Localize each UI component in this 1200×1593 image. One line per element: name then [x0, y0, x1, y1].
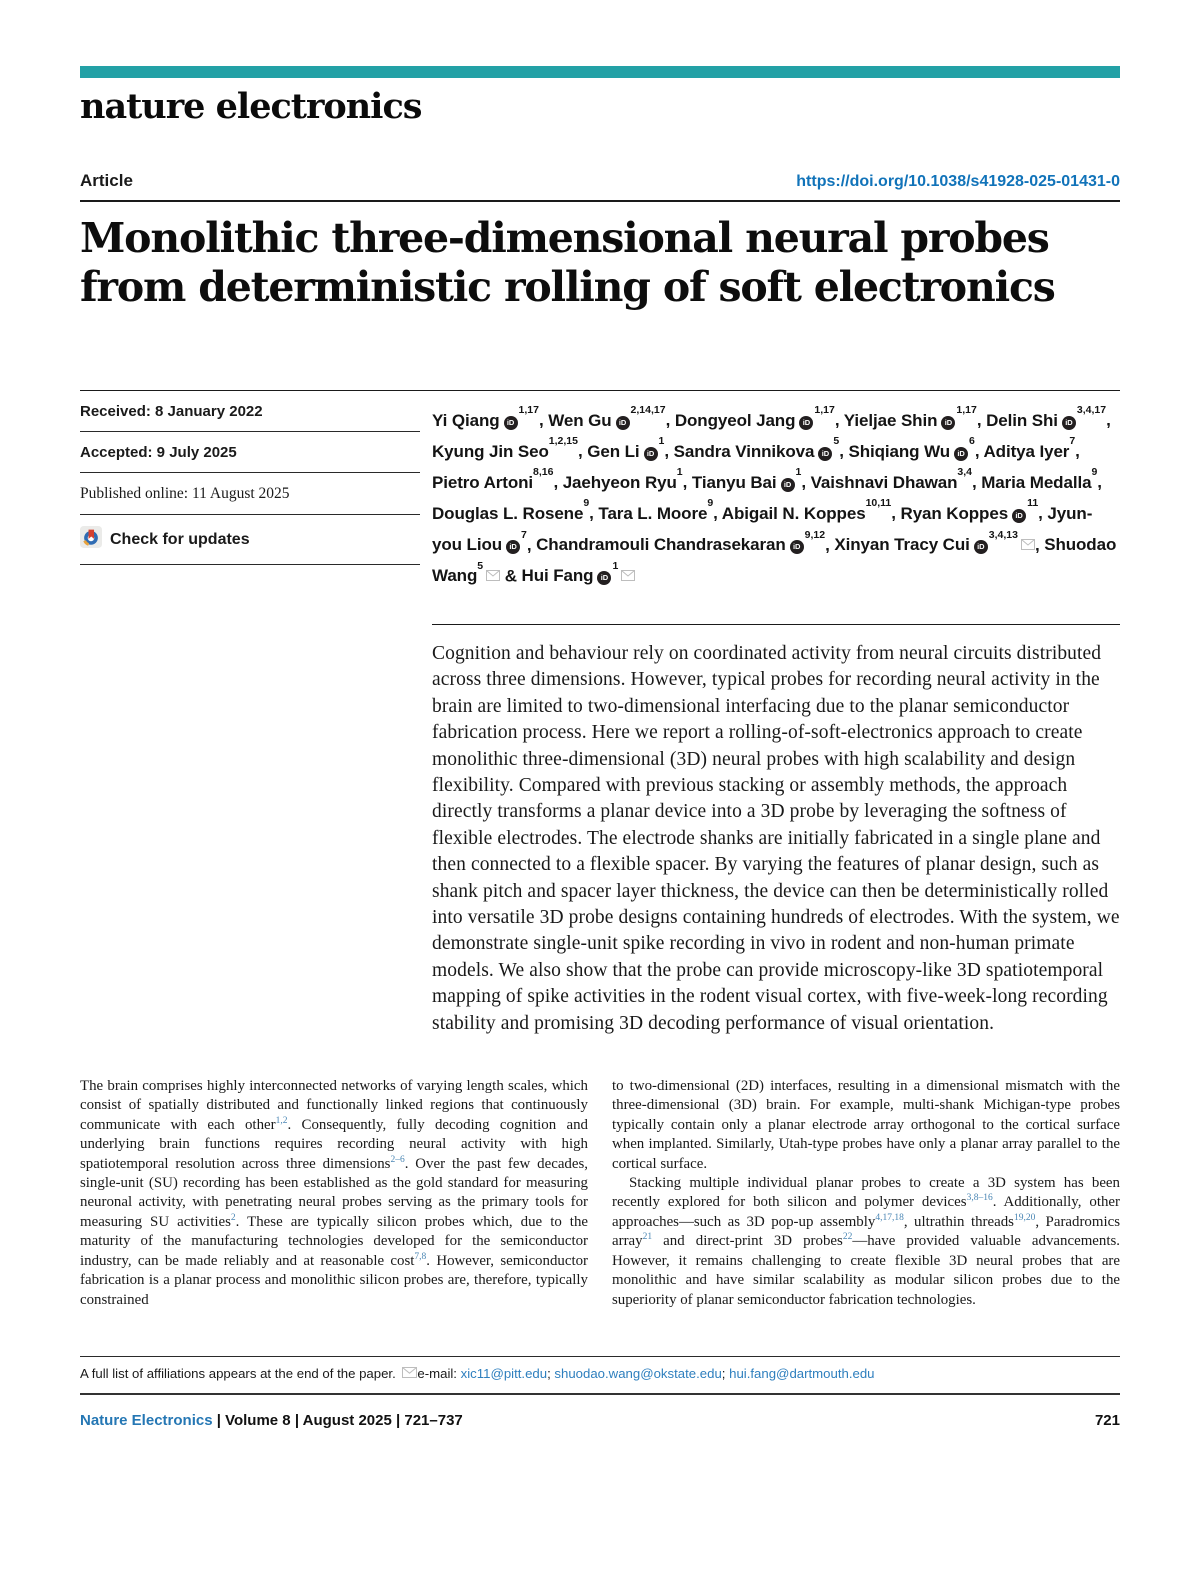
author-name: Xinyan Tracy Cui iD$^{3,4,13}$ [834, 535, 1035, 554]
reference-superscript[interactable]: 3,8–16 [966, 1193, 993, 1204]
affiliation-superscript: 3,4,17 [1076, 404, 1107, 416]
orcid-icon[interactable]: iD [506, 540, 520, 554]
orcid-icon[interactable]: iD [974, 540, 988, 554]
email-links: xic11@pitt.edu; shuodao.wang@okstate.edu; hui.fang@dartmouth.edu [460, 1365, 875, 1381]
author-name: Chandramouli Chandrasekaran iD$^{9,12}$ [536, 528, 826, 555]
reference-superscript[interactable]: 19,20 [1013, 1212, 1036, 1223]
reference-superscript[interactable]: 1,2 [275, 1115, 288, 1126]
author-name: Douglas L. Rosene$^9$ [432, 497, 590, 524]
author-name: Pietro Artoni$^{8,16}$ [432, 466, 554, 492]
page-title: Monolithic three-dimensional neural probes from deterministic rolling of soft electronics [80, 214, 1055, 311]
affiliation-superscript: 9 [1091, 466, 1098, 479]
meta-section [80, 391, 1120, 1037]
author-list: Yi Qiang iD$^{1,17}$, Wen Gu iD$^{2,14,17}$, Dongyeol Jang iD$^{1,17}$, Yieljae Shin iD$^{1,17}$, Delin Shi iD$^{3,4,17}$, Kyung Jin Seo$^{1,2,15}$, Gen Li $iD^1$, Sandra Vinnikova $iD^5$, Shiqiang Wu $iD^6$, Aditya Iyer$^7$, Pietro Artoni$^{8,16}$, Jaehyeon Ryu$^1$, Tianyu Bai $iD^1$, Vaishnavi Dhawan$^{3,4}$, Maria Medalla$^9$, Douglas L. Rosene$^9$, Tara L. Moore$^9$, Abigail N. Koppes$^{10,11}$, Ryan Koppes $iD^{11}$, Jyun-you Liou $iD^7$, Chandramouli Chandrasekaran iD$^{9,12}$, Xinyan Tracy Cui iD$^{3,4,13}$, Shuodao Wang$^5$ & Hui Fang $iD^1$ [432, 391, 1120, 590]
author-name: Dongyeol Jang iD$^{1,17}$ [674, 404, 835, 430]
affiliations-text: A full list of affiliations appears at the end of the paper. [80, 1365, 400, 1381]
author-name: Wen Gu iD$^{2,14,17}$ [548, 404, 666, 430]
received-date: Received: 8 January 2022 [80, 391, 420, 432]
affiliation-superscript: 1 [612, 559, 619, 572]
email-link[interactable]: xic11@pitt.edu [460, 1365, 548, 1381]
orcid-icon[interactable]: iD [616, 416, 630, 430]
author-name: Kyung Jin Seo$^{1,2,15}$ [432, 435, 578, 461]
email-link[interactable]: shuodao.wang@okstate.edu [554, 1365, 722, 1381]
envelope-icon [1021, 531, 1035, 559]
journal-wordmark: nature electronics [80, 86, 422, 127]
reference-superscript[interactable]: 22 [842, 1232, 853, 1243]
orcid-icon[interactable]: iD [954, 447, 968, 461]
author-name: Yi Qiang iD$^{1,17}$ [432, 404, 539, 430]
crossmark-icon [80, 526, 102, 553]
affiliation-superscript: 1,17 [956, 404, 977, 416]
reference-superscript[interactable]: 7,8 [414, 1251, 427, 1262]
orcid-icon[interactable]: iD [799, 416, 813, 430]
reference-superscript[interactable]: 2–6 [390, 1154, 405, 1165]
author-name: Ryan Koppes $iD^{11}$ [900, 497, 1039, 524]
author-name: Vaishnavi Dhawan$^{3,4}$ [810, 466, 972, 492]
divider [80, 200, 1120, 202]
journal-issue-info: | Volume 8 | August 2025 | 721–737 [212, 1411, 463, 1429]
email-label: e-mail: [417, 1365, 461, 1381]
author-name: Sandra Vinnikova $iD^5$ [673, 435, 840, 461]
author-name: Shiqiang Wu $iD^6$ [848, 435, 975, 461]
body-column-right [612, 1077, 1120, 1310]
article-header [80, 171, 1120, 191]
envelope-icon [402, 1366, 417, 1381]
envelope-icon [621, 562, 635, 590]
abstract-text: Cognition and behaviour rely on coordinated activity from neural circuits distributed across three dimensions. However, typical probes for recording neural activity in the brain are limited to two-dimensional interfacing due to the planar semiconductor fabrication process. Here we report a rolling-of-soft-electronics approach to create monolithic three-dimensional (3D) neural probes with high scalability and design flexibility. Compared with previous stacking or assembly methods, the approach directly transforms a planar device into a 3D probe by leveraging the softness of flexible electrodes. The electrode shanks are initially fabricated in a single plane and then connected to a flexible spacer. By varying the features of planar design, such as shank pitch and spacer layer thickness, the device can then be deterministically rolled into versatile 3D probe designs containing hundreds of electrodes. With the system, we demonstrate single-unit spike recording in vivo in rodent and non-human primate models. We also show that the probe can provide microscopy-like 3D spatiotemporal mapping of spike activities in the rodent visual cortex, with five-week-long recording stability and promising 3D decoding performance of visual orientation. [432, 642, 1120, 1034]
paragraph: The brain comprises highly interconnected networks of varying length scales, which consist of spatially distributed and functionally linked regions that continuously communicate with each other$^{1,2}$. Consequently, fully decoding cognition and underlying brain functions requires recording neural activity with high spatiotemporal resolution across three dimensions$^{2-6}$. Over the past few decades, single-unit (SU) recording has been established as the gold standard for measuring neuronal activity, with penetrating neural probes serving as the primary tools for measuring SU activities$^2$. These are typically silicon probes which, due to the maturity of the manufacturing technologies developed for the semiconductor industry, can be made reliably and at reasonable cost$^{7,8}$. However, semiconductor fabrication is a planar process and monolithic silicon probes are, therefore, typically constrained [80, 1078, 588, 1308]
affiliations-note [80, 1356, 1120, 1381]
brand-accent-bar [80, 66, 1120, 78]
reference-superscript[interactable]: 21 [642, 1232, 653, 1243]
affiliation-superscript: 5 [477, 559, 484, 572]
author-name: Aditya Iyer$^7$ [983, 435, 1076, 461]
affiliation-superscript: 1 [795, 466, 802, 479]
affiliation-superscript: 9 [707, 497, 714, 510]
reference-superscript[interactable]: 4,17,18 [875, 1212, 904, 1223]
doi-link[interactable]: https://doi.org/10.1038/s41928-025-01431-0 [796, 173, 1120, 190]
author-name: Yieljae Shin iD$^{1,17}$ [843, 404, 977, 430]
orcid-icon[interactable]: iD [1012, 509, 1026, 523]
affiliation-superscript: 7 [521, 528, 527, 541]
dates-sidebar [80, 391, 420, 565]
affiliation-superscript: 1,17 [518, 404, 539, 416]
affiliation-superscript: 2,14,17 [630, 404, 666, 416]
paragraph: Stacking multiple individual planar probes to create a 3D system has been recently explored for both silicon and polymer devices$^{3,8-16}$. Additionally, other approaches—such as 3D pop-up assembly$^{4,17,18}$, ultrathin threads$^{19,20}$, Paradromics array$^{21}$ and direct-print 3D probes$^{22}$—have provided valuable advancements. However, it remains challenging to create flexible 3D neural probes that are monolithic and have similar scalability as modular silicon probes due to the superiority of planar semiconductor fabrication technologies. [612, 1175, 1120, 1308]
orcid-icon[interactable]: iD [941, 416, 955, 430]
journal-footer [80, 1412, 1120, 1429]
check-for-updates-button[interactable] [80, 515, 420, 565]
journal-citation [80, 1412, 463, 1429]
affiliation-superscript: 1,17 [814, 404, 835, 416]
authors-and-abstract [432, 391, 1120, 1037]
author-name: Tara L. Moore$^9$ [598, 497, 714, 524]
author-name: Delin Shi iD$^{3,4,17}$ [986, 404, 1107, 430]
author-name: Tianyu Bai $iD^1$ [691, 466, 802, 492]
author-name: Shuodao Wang$^5$ [432, 535, 1116, 585]
body-text [80, 1077, 1120, 1310]
orcid-icon[interactable]: iD [781, 478, 795, 492]
affiliation-superscript: 1 [676, 466, 683, 479]
affiliation-superscript: 9,12 [804, 528, 826, 541]
reference-superscript[interactable]: 2 [230, 1212, 236, 1223]
journal-name-link[interactable]: Nature Electronics [80, 1411, 213, 1429]
affiliation-superscript: 3,4,13 [988, 528, 1018, 541]
orcid-icon[interactable]: iD [790, 540, 804, 554]
affiliation-superscript: 8,16 [533, 466, 554, 479]
orcid-icon[interactable]: iD [644, 447, 658, 461]
check-for-updates-label: Check for updates [110, 530, 250, 548]
author-name: Jaehyeon Ryu$^1$ [562, 466, 683, 492]
affiliation-superscript: 1,2,15 [548, 435, 578, 448]
affiliation-superscript: 9 [583, 497, 590, 510]
affiliation-superscript: 1 [658, 435, 665, 448]
orcid-icon[interactable]: iD [504, 416, 518, 430]
affiliation-superscript: 11 [1027, 497, 1039, 510]
author-name: Abigail N. Koppes$^{10,11}$ [721, 497, 892, 524]
envelope-icon [486, 562, 500, 590]
body-column-left [80, 1077, 588, 1310]
author-name: Maria Medalla$^9$ [981, 466, 1098, 492]
affiliation-superscript: 10,11 [865, 497, 892, 510]
affiliation-superscript: 3,4 [957, 466, 972, 479]
author-name: Jyun-you Liou $iD^7$ [432, 504, 1093, 555]
divider [80, 1393, 1120, 1395]
orcid-icon[interactable]: iD [818, 447, 832, 461]
affiliation-superscript: 5 [833, 435, 840, 448]
accepted-date: Accepted: 9 July 2025 [80, 432, 420, 473]
orcid-icon[interactable]: iD [1062, 416, 1076, 430]
page-number: 721 [1094, 1411, 1120, 1429]
abstract-section [432, 624, 1120, 1037]
email-link[interactable]: hui.fang@dartmouth.edu [729, 1365, 875, 1381]
article-type-label: Article [80, 171, 133, 190]
orcid-icon[interactable]: iD [597, 571, 611, 585]
affiliation-superscript: 6 [969, 435, 975, 448]
paragraph: to two-dimensional (2D) interfaces, resulting in a dimensional mismatch with the three-dimensional (3D) brain. For example, multi-shank Michigan-type probes typically contain only a planar electrode array orthogonal to the cortical surface when implanted. Similarly, Utah-type probes have only a planar array parallel to the cortical surface. [612, 1078, 1120, 1172]
affiliation-superscript: 7 [1069, 435, 1076, 448]
author-name: Gen Li $iD^1$ [587, 435, 665, 461]
published-date: Published online: 11 August 2025 [80, 473, 420, 515]
author-name: Hui Fang $iD^1$ [522, 566, 636, 585]
